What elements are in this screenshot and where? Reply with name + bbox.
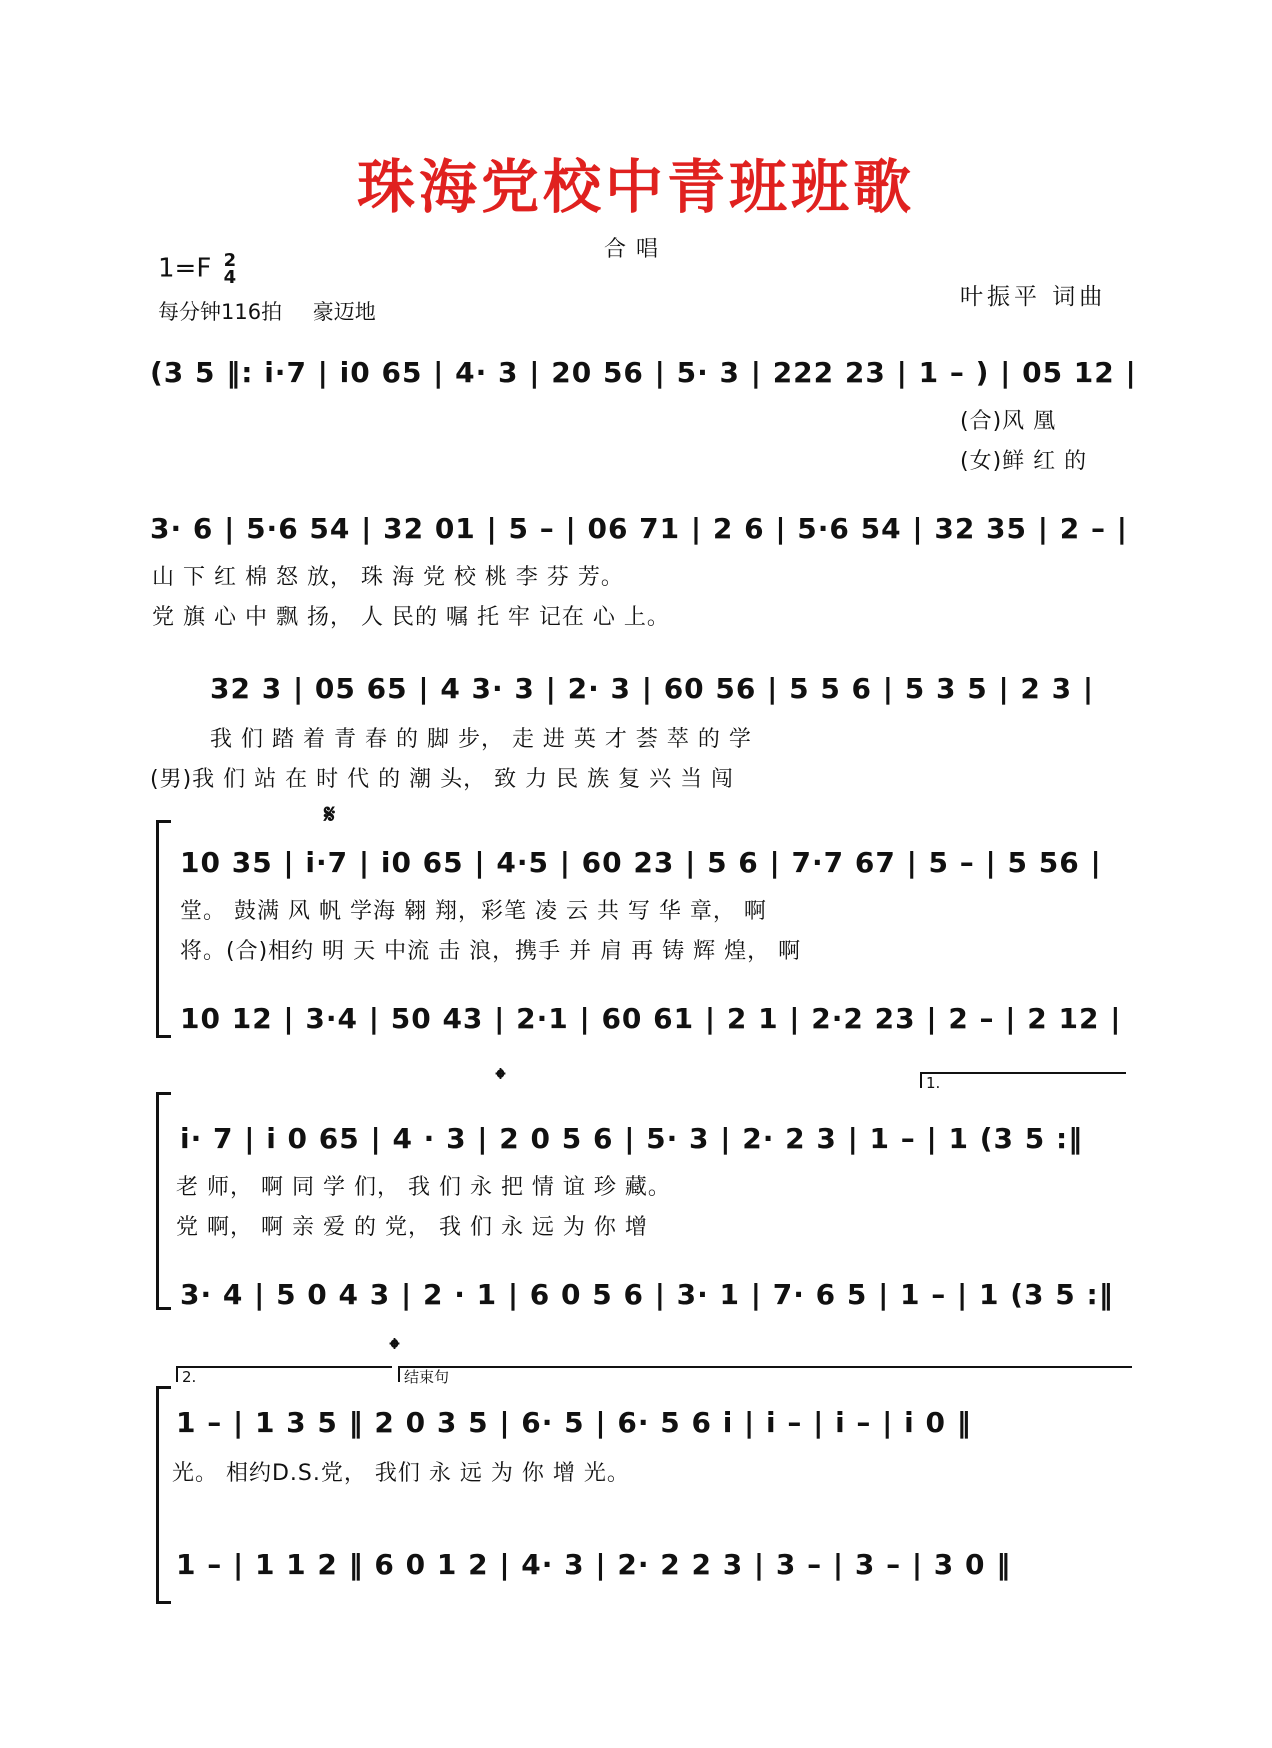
tempo-marking: 每分钟116拍 [158, 300, 283, 324]
system-1-staff [150, 348, 1137, 406]
system-5-lyric-2: 党 啊， 啊 亲 爱 的 党， 我 们 永 远 为 你 增 [176, 1215, 648, 1240]
system-4-lower-notes: 10 12 | 3·4 | 50 43 | 2·1 | 60 61 | 2 1 | 2·2 23 | 2 – | 2 12 | [180, 1002, 1122, 1035]
time-numerator: 2 [223, 250, 237, 271]
segno-sign: 𝄋 [324, 800, 336, 830]
system-4-upper-staff [180, 838, 1130, 896]
system-4-bracket [156, 820, 171, 1038]
system-4-lower-staff [180, 994, 1130, 1052]
system-5-lyric-1: 老 师， 啊 同 学 们， 我 们 永 把 情 谊 珍 藏。 [176, 1175, 671, 1200]
ending-label: 结束句 [398, 1366, 1132, 1382]
system-2-notes: 3· 6 | 5·6 54 | 32 01 | 5 – | 06 71 | 2 6 | 5·6 54 | 32 35 | 2 – | [150, 512, 1128, 545]
system-5-upper-notes: i· 7 | i 0 65 | 4 · 3 | 2 0 5 6 | 5· 3 | 2· 2 3 | 1 – | 1 (3 5 :‖ [180, 1122, 1084, 1155]
system-5-lower-staff [180, 1270, 1130, 1328]
time-signature [224, 252, 237, 286]
system-3-notes: 32 3 | 05 65 | 4 3· 3 | 2· 3 | 60 56 | 5 5 6 | 5 3 5 | 2 3 | [210, 672, 1095, 705]
key-text: 1=F [158, 253, 212, 284]
system-1-lyric-2: (女)鲜 红 的 [960, 449, 1088, 474]
song-title: 珠海党校中青班班歌 [356, 153, 915, 221]
expression-marking: 豪迈地 [312, 300, 376, 324]
system-6-upper-staff [176, 1398, 1130, 1456]
time-denominator: 4 [223, 267, 237, 288]
system-5-lower-notes: 3· 4 | 5 0 4 3 | 2 · 1 | 6 0 5 6 | 3· 1 | 7· 6 5 | 1 – | 1 (3 5 :‖ [180, 1278, 1114, 1311]
volta-2: 2. [176, 1366, 392, 1382]
volta-1: 1. [920, 1072, 1126, 1088]
system-5-bracket [156, 1092, 171, 1310]
key-signature [158, 252, 236, 286]
system-3-lyric-2: (男)我 们 站 在 时 代 的 潮 头， 致 力 民 族 复 兴 当 闯 [150, 767, 735, 792]
system-4-lyric-1: 堂。 鼓满 风 帆 学海 翱 翔，彩笔 凌 云 共 写 华 章， 啊 [180, 899, 767, 924]
system-6-lower-staff [176, 1540, 1130, 1598]
tempo-line [158, 296, 376, 326]
system-3-lyric-1: 我 们 踏 着 青 春 的 脚 步， 走 进 英 才 荟 萃 的 学 [210, 727, 752, 752]
system-2-lyric-1: 山 下 红 棉 怒 放， 珠 海 党 校 桃 李 芬 芳。 [152, 565, 624, 590]
system-1-lyric-1: (合)风 凰 [960, 409, 1057, 434]
system-6-bracket [156, 1386, 171, 1604]
subtitle: 合唱 [603, 237, 668, 262]
composer-credit: 叶振平 词曲 [960, 284, 1107, 310]
system-6-lower-notes: 1 – | 1 1 2 ‖ 6 0 1 2 | 4· 3 | 2· 2 2 3 | 3 – | 3 – | 3 0 ‖ [176, 1548, 1012, 1581]
system-5-upper-staff [180, 1114, 1130, 1172]
system-6-upper-notes: 1 – | 1 3 5 ‖ 2 0 3 5 | 6· 5 | 6· 5 6 i | i – | i – | i 0 ‖ [176, 1406, 972, 1439]
system-2-staff [150, 504, 1130, 562]
system-2-lyric-2: 党 旗 心 中 飘 扬， 人 民的 嘱 托 牢 记在 心 上。 [152, 605, 670, 630]
system-4-upper-notes: 10 35 | i·7 | i0 65 | 4·5 | 60 23 | 5 6 | 7·7 67 | 5 – | 5 56 | [180, 846, 1102, 879]
coda-sign-2: 𝄌 [390, 1334, 399, 1364]
system-6-lyric-1: 光。 相约D.S.党， 我们 永 远 为 你 增 光。 [172, 1461, 630, 1486]
system-1-notes: (3 5 ‖: i·7 | i0 65 | 4· 3 | 20 56 | 5· 3 | 222 23 | 1 – ) | 05 12 | [150, 356, 1137, 389]
coda-sign-1: 𝄌 [496, 1064, 505, 1094]
system-4-lyric-2: 将。(合)相约 明 天 中流 击 浪，携手 并 肩 再 铸 辉 煌， 啊 [180, 939, 802, 964]
system-3-staff [210, 664, 1130, 722]
